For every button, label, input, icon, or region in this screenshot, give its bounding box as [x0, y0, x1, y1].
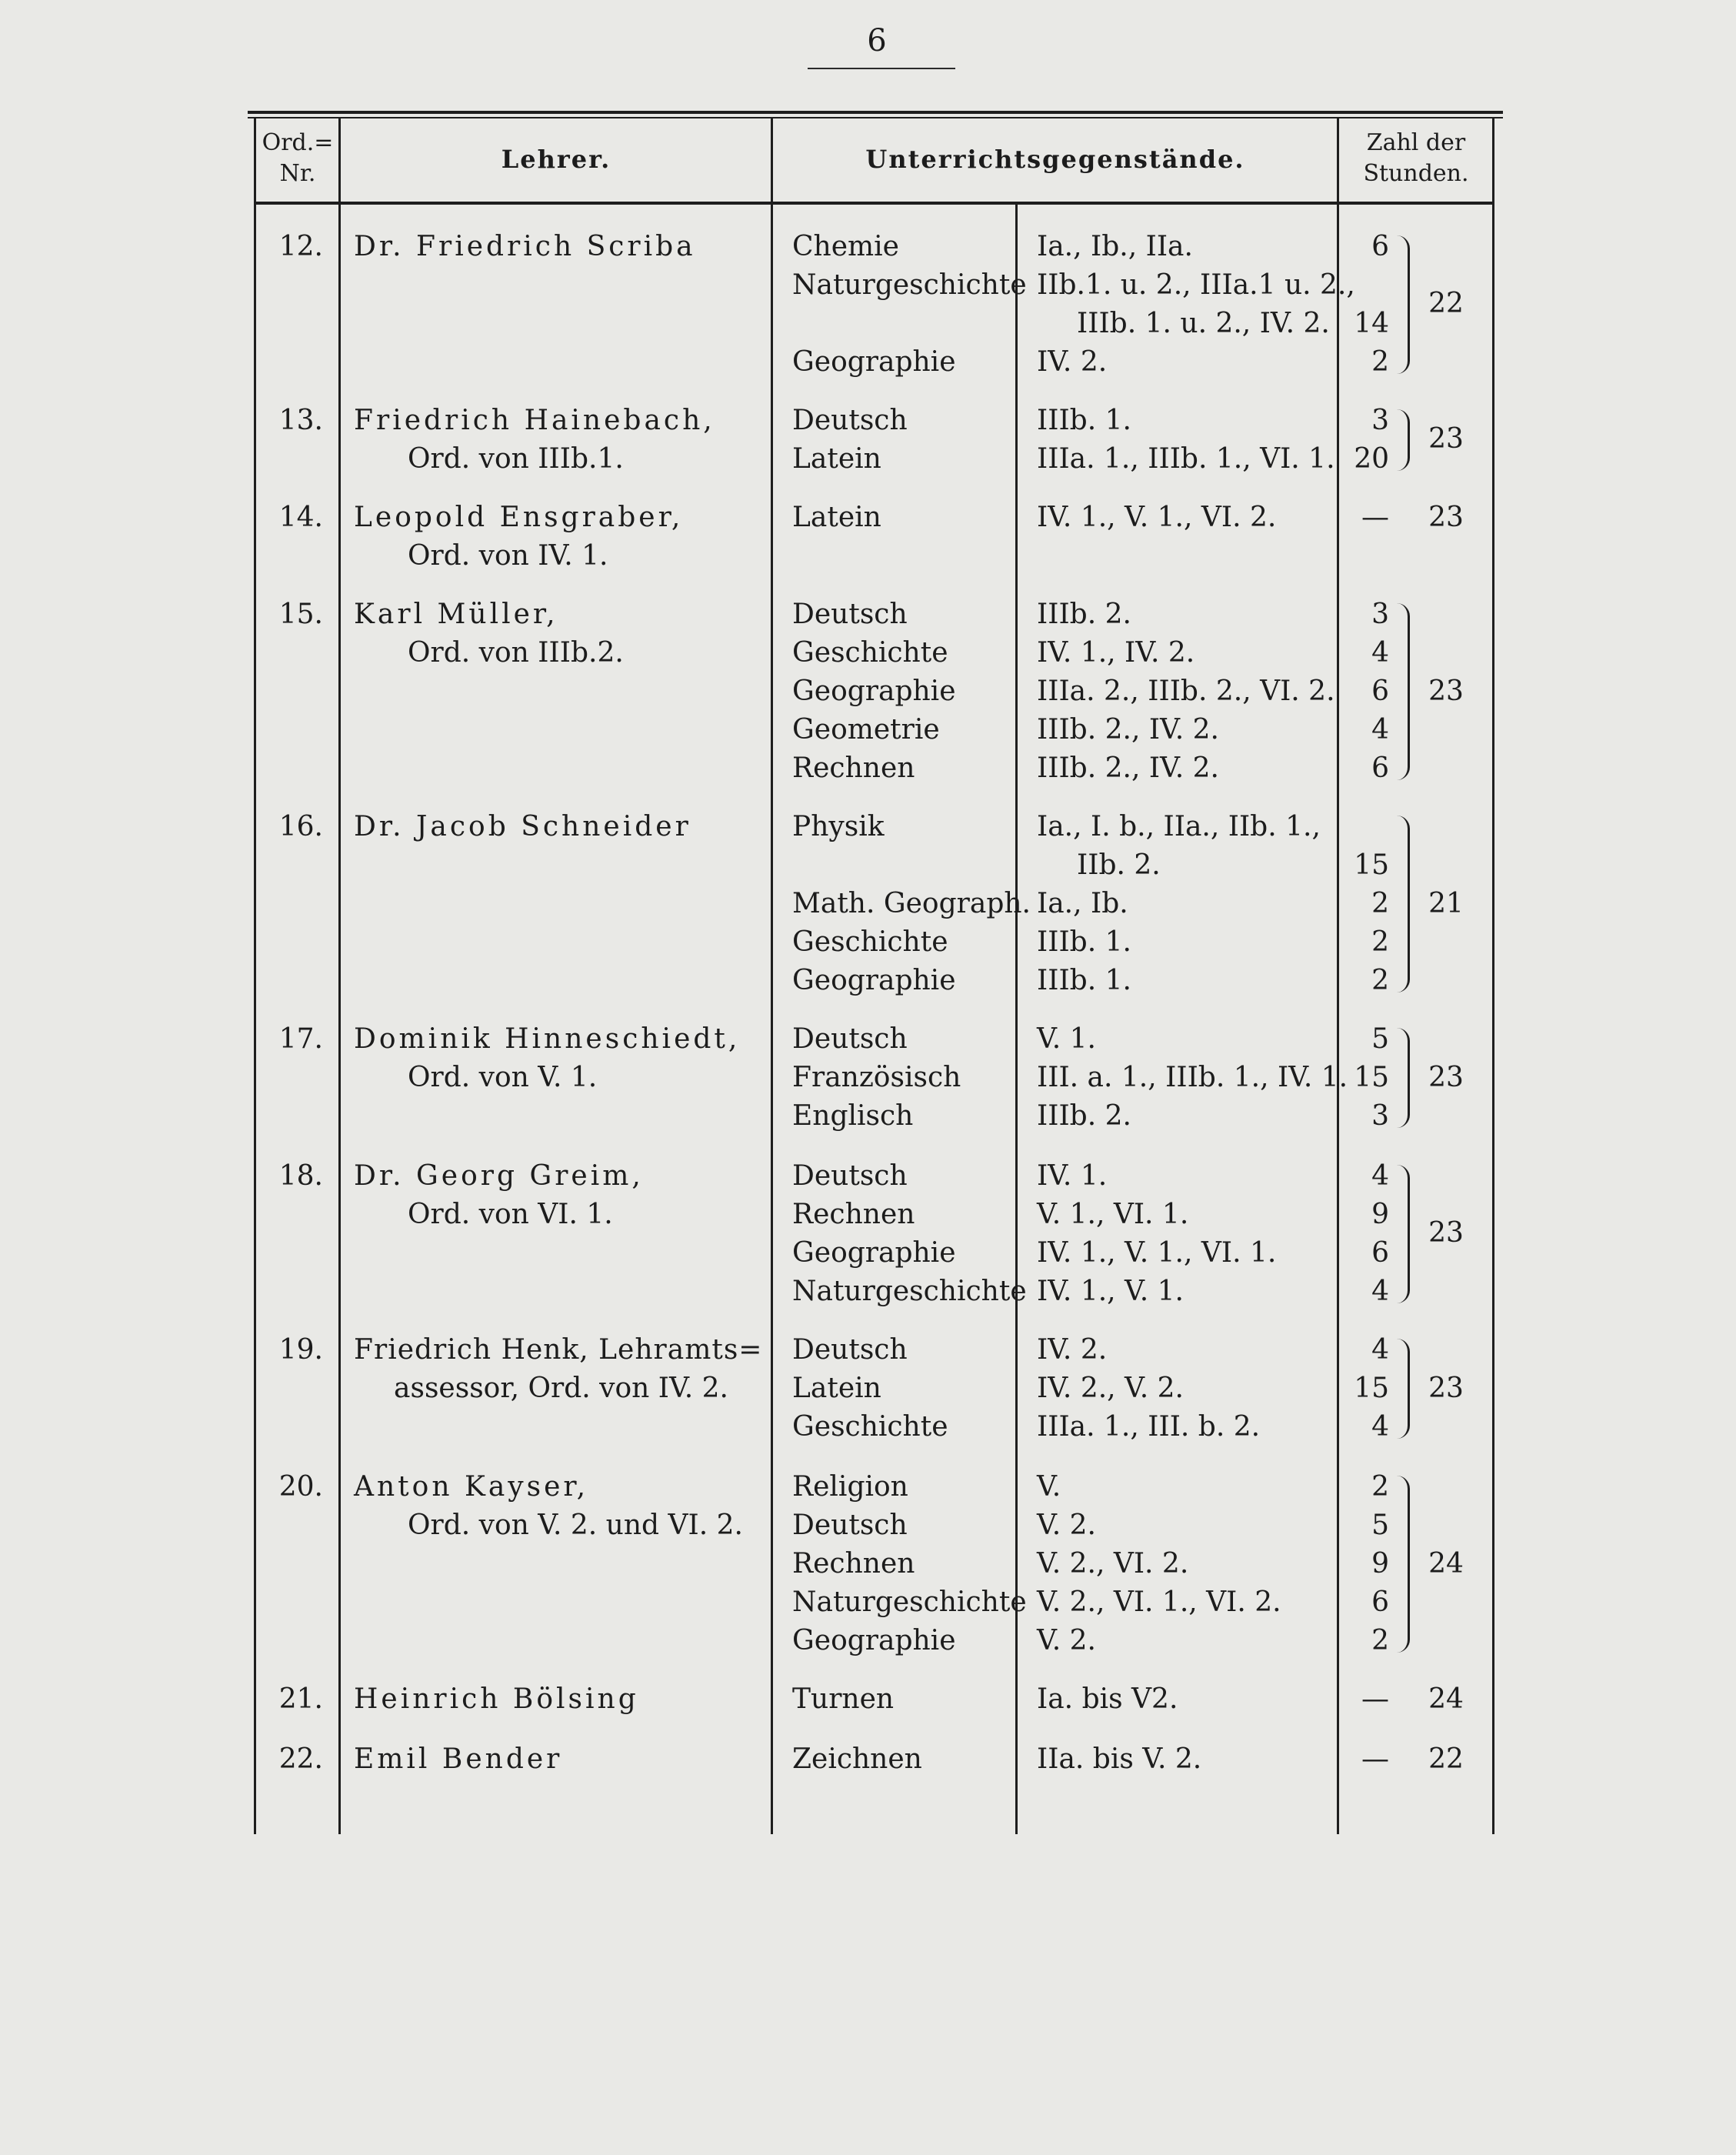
classes: Ia. bis V2.	[1037, 1683, 1178, 1715]
subject: Deutsch	[792, 1160, 908, 1192]
hours: 2	[1371, 888, 1389, 919]
hours: —	[1361, 1683, 1389, 1715]
teacher-line: Heinrich Bölsing	[354, 1683, 639, 1715]
teacher-line: Friedrich Henk, Lehramts=	[354, 1334, 763, 1366]
hours: 6	[1371, 752, 1389, 784]
subject: Rechnen	[792, 1199, 915, 1230]
classes: Ia., Ib.	[1037, 888, 1128, 919]
classes: IIIa. 1., IIIb. 1., VI. 1.	[1037, 443, 1335, 475]
classes: IIIb. 1.	[1037, 965, 1131, 996]
teacher-line: assessor, Ord. von IV. 2.	[394, 1373, 728, 1404]
hours: —	[1361, 1743, 1389, 1775]
subject: Latein	[792, 1373, 881, 1404]
subject: Naturgeschichte	[792, 269, 1027, 301]
classes: IV. 2.	[1037, 1334, 1108, 1366]
column-divider-nr	[338, 118, 341, 1834]
hours: 4	[1371, 1411, 1389, 1443]
brace	[1397, 1476, 1410, 1653]
row-nr: 18.	[278, 1160, 323, 1192]
header-nr-line1: Ord.=	[262, 129, 334, 156]
subject: Geschichte	[792, 1411, 948, 1443]
hours: 6	[1371, 1237, 1389, 1269]
header-subjects: Unterrichtsgegenstände.	[865, 145, 1245, 174]
hours: 14	[1354, 308, 1389, 339]
subject: Geographie	[792, 1625, 956, 1656]
subject: Geschichte	[792, 637, 948, 669]
column-divider-teacher	[771, 118, 773, 1834]
hours: 6	[1371, 231, 1389, 262]
row-nr: 20.	[278, 1471, 323, 1503]
classes: IV. 1.	[1037, 1160, 1108, 1192]
total-hours: 23	[1428, 423, 1464, 455]
hours: 4	[1371, 1160, 1389, 1192]
row-nr: 22.	[278, 1743, 323, 1775]
classes: IIIb. 2., IV. 2.	[1037, 752, 1219, 784]
classes: IIb.1. u. 2., IIIa.1 u. 2.,	[1037, 269, 1355, 301]
hours: 2	[1371, 1625, 1389, 1656]
table-top-rule	[248, 111, 1503, 114]
subject: Latein	[792, 502, 881, 533]
row-nr: 12.	[278, 231, 323, 262]
classes: V. 1., VI. 1.	[1037, 1199, 1189, 1230]
classes: IV. 1., V. 1., VI. 1.	[1037, 1237, 1277, 1269]
classes: IV. 1., V. 1., VI. 2.	[1037, 502, 1277, 533]
subject: Französisch	[792, 1062, 961, 1093]
total-hours: 23	[1428, 502, 1464, 533]
hours: 6	[1371, 1586, 1389, 1618]
subject: Englisch	[792, 1100, 914, 1132]
classes: IIb. 2.	[1077, 849, 1161, 881]
classes: V. 1.	[1037, 1023, 1096, 1055]
subject: Rechnen	[792, 752, 915, 784]
classes: IIIb. 1. u. 2., IV. 2.	[1077, 308, 1330, 339]
hours: 9	[1371, 1199, 1389, 1230]
subject: Deutsch	[792, 1510, 908, 1541]
hours: 3	[1371, 405, 1389, 436]
classes: Ia., I. b., IIa., IIb. 1.,	[1037, 811, 1321, 842]
hours: 4	[1371, 714, 1389, 746]
hours: 6	[1371, 676, 1389, 707]
header-bottom-rule	[254, 202, 1494, 205]
hours: 5	[1371, 1023, 1389, 1055]
subject: Chemie	[792, 231, 899, 262]
total-hours: 22	[1428, 1743, 1464, 1775]
hours: 2	[1371, 1471, 1389, 1503]
hours: 5	[1371, 1510, 1389, 1541]
row-nr: 15.	[278, 599, 323, 630]
total-hours: 21	[1428, 888, 1464, 919]
classes: IIIb. 2., IV. 2.	[1037, 714, 1219, 746]
teacher-line: Dr. Friedrich Scriba	[354, 231, 696, 262]
total-hours: 23	[1428, 1062, 1464, 1093]
subject: Rechnen	[792, 1548, 915, 1580]
header-nr-line2: Nr.	[279, 160, 316, 187]
subject: Geographie	[792, 965, 956, 996]
header-teacher: Lehrer.	[501, 145, 611, 174]
brace	[1397, 1165, 1410, 1303]
teacher-line: Friedrich Hainebach,	[354, 405, 715, 436]
page-number-rule	[808, 68, 955, 69]
classes: IV. 1., V. 1.	[1037, 1276, 1184, 1307]
hours: 2	[1371, 346, 1389, 378]
header-hours	[1340, 128, 1492, 189]
teacher-line: Emil Bender	[354, 1743, 563, 1775]
header-nr	[257, 128, 338, 189]
brace	[1397, 235, 1410, 374]
brace	[1397, 1339, 1410, 1439]
column-divider-classes	[1337, 118, 1339, 1834]
row-nr: 21.	[278, 1683, 323, 1715]
teacher-line: Ord. von IIIb.1.	[408, 443, 624, 475]
total-hours: 23	[1428, 1217, 1464, 1249]
subject: Deutsch	[792, 405, 908, 436]
classes: V. 2.	[1037, 1625, 1096, 1656]
classes: IV. 2., V. 2.	[1037, 1373, 1184, 1404]
hours: 4	[1371, 637, 1389, 669]
classes: IIIa. 2., IIIb. 2., VI. 2.	[1037, 676, 1335, 707]
classes: IIa. bis V. 2.	[1037, 1743, 1202, 1775]
classes: IV. 2.	[1037, 346, 1108, 378]
classes: IIIb. 1.	[1037, 926, 1131, 958]
subject: Naturgeschichte	[792, 1276, 1027, 1307]
hours: 4	[1371, 1276, 1389, 1307]
teacher-line: Ord. von V. 1.	[408, 1062, 598, 1093]
subject: Religion	[792, 1471, 908, 1503]
teacher-line: Karl Müller,	[354, 599, 558, 630]
teacher-line: Dominik Hinneschiedt,	[354, 1023, 741, 1055]
hours: 4	[1371, 1334, 1389, 1366]
classes: V. 2., VI. 1., VI. 2.	[1037, 1586, 1281, 1618]
total-hours: 22	[1428, 288, 1464, 319]
row-nr: 16.	[278, 811, 323, 842]
teacher-line: Dr. Jacob Schneider	[354, 811, 691, 842]
row-nr: 17.	[278, 1023, 323, 1055]
total-hours: 24	[1428, 1683, 1464, 1715]
hours: 3	[1371, 599, 1389, 630]
row-nr: 13.	[278, 405, 323, 436]
subject: Latein	[792, 443, 881, 475]
subject: Deutsch	[792, 1023, 908, 1055]
brace	[1397, 1028, 1410, 1128]
teacher-line: Leopold Ensgraber,	[354, 502, 684, 533]
classes: V. 2.	[1037, 1510, 1096, 1541]
teacher-line: Ord. von V. 2. und VI. 2.	[408, 1510, 743, 1541]
hours: 3	[1371, 1100, 1389, 1132]
brace	[1397, 409, 1410, 471]
subject: Zeichnen	[792, 1743, 922, 1775]
subject: Math. Geograph.	[792, 888, 1031, 919]
classes: IIIb. 2.	[1037, 599, 1131, 630]
subject: Geschichte	[792, 926, 948, 958]
total-hours: 23	[1428, 676, 1464, 707]
brace	[1397, 603, 1410, 780]
subject: Geographie	[792, 1237, 956, 1269]
hours: 15	[1354, 1062, 1389, 1093]
teacher-line: Ord. von IIIb.2.	[408, 637, 624, 669]
header-hours-line1: Zahl der	[1366, 129, 1466, 156]
table-top-rule-thin	[248, 117, 1503, 118]
brace	[1397, 816, 1410, 992]
hours: 20	[1354, 443, 1389, 475]
subject: Naturgeschichte	[792, 1586, 1027, 1618]
subject: Geographie	[792, 676, 956, 707]
subject: Turnen	[792, 1683, 895, 1715]
hours: 2	[1371, 965, 1389, 996]
total-hours: 24	[1428, 1548, 1464, 1580]
subject: Physik	[792, 811, 885, 842]
teacher-line: Anton Kayser,	[354, 1471, 589, 1503]
classes: IIIb. 1.	[1037, 405, 1131, 436]
classes: V.	[1037, 1471, 1061, 1503]
page-number: 6	[867, 23, 887, 58]
subject: Geographie	[792, 346, 956, 378]
classes: IIIa. 1., III. b. 2.	[1037, 1411, 1261, 1443]
subject: Geometrie	[792, 714, 940, 746]
hours: 2	[1371, 926, 1389, 958]
classes: III. a. 1., IIIb. 1., IV. 1.	[1037, 1062, 1348, 1093]
total-hours: 23	[1428, 1373, 1464, 1404]
hours: 9	[1371, 1548, 1389, 1580]
hours: —	[1361, 502, 1389, 533]
table-left-border	[254, 118, 256, 1834]
row-nr: 19.	[278, 1334, 323, 1366]
classes: IV. 1., IV. 2.	[1037, 637, 1195, 669]
row-nr: 14.	[278, 502, 323, 533]
hours: 15	[1354, 849, 1389, 881]
teacher-line: Ord. von VI. 1.	[408, 1199, 613, 1230]
hours: 15	[1354, 1373, 1389, 1404]
subject: Deutsch	[792, 1334, 908, 1366]
teacher-line: Dr. Georg Greim,	[354, 1160, 644, 1192]
teacher-line: Ord. von IV. 1.	[408, 540, 608, 572]
classes: Ia., Ib., IIa.	[1037, 231, 1193, 262]
classes: V. 2., VI. 2.	[1037, 1548, 1189, 1580]
subject: Deutsch	[792, 599, 908, 630]
classes: IIIb. 2.	[1037, 1100, 1131, 1132]
table-right-border	[1492, 118, 1494, 1834]
header-hours-line2: Stunden.	[1363, 160, 1469, 187]
